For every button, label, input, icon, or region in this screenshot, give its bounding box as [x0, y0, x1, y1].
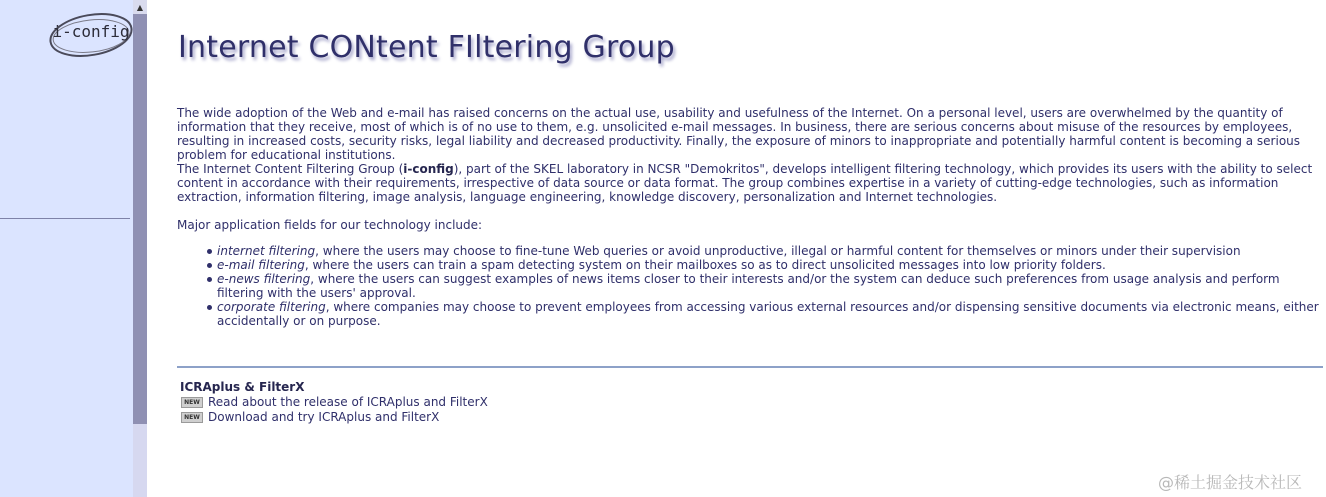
sidebar: [0, 0, 133, 497]
group-text-post: ), part of the SKEL laboratory in NCSR "Demokritos", develops intelligent filtering technology, which provides its users with the ability to select content in accordance with their requirements, irrespective of data source or data format. The group combines expertise in a variety of cutting-edge technologies, such as information extraction, information filtering, image analysis, language engineering, knowledge discovery, personalization and Internet technologies.: [177, 162, 1313, 204]
fields-intro: Major application fields for our technology include:: [177, 218, 483, 232]
list-item: [217, 244, 1323, 258]
group-name: i-config: [403, 162, 454, 176]
site-logo[interactable]: [46, 10, 136, 62]
page-title: Internet CONtent FIltering Group: [178, 30, 675, 65]
field-desc: , where companies may choose to prevent employees from accessing various external resources and/or dispensing sensitive documents via electronic means, either accidentally or on purpose.: [217, 300, 1319, 328]
intro-paragraph: The wide adoption of the Web and e-mail has raised concerns on the actual use, usability and usefulness of the Internet. On a personal level, users are overwhelmed by the quantity of information that they receive, most of which is of no use to them, e.g. unsolicited e-mail messages. In business, there are serious concerns about misuse of the resources by employees, resulting in increased costs, security risks, legal liability and decreased productivity. Finally, the exposure of minors to inappropriate and potentially harmful content is becoming a serious problem for educational institutions.: [177, 106, 1301, 162]
sidebar-scrollbar[interactable]: [133, 0, 147, 497]
group-paragraph: [177, 162, 1324, 204]
news-link-release[interactable]: [181, 395, 488, 409]
field-term: e-mail filtering: [217, 258, 305, 272]
field-term: corporate filtering: [217, 300, 326, 314]
scroll-up-icon[interactable]: ▲: [133, 0, 147, 14]
news-link-download[interactable]: [181, 410, 439, 424]
logo-text: i-config: [52, 22, 130, 41]
field-desc: , where the users can suggest examples of news items closer to their interests and/or the system can deduce such preferences from usage analysis and perform filtering with the users' approval.: [217, 272, 1280, 300]
news-heading: ICRAplus & FilterX: [180, 380, 305, 394]
field-desc: , where the users may choose to fine-tune Web queries or avoid unproductive, illegal or harmful content for themselves or minors under their supervision: [315, 244, 1241, 258]
news-link-label: Read about the release of ICRAplus and FilterX: [208, 395, 488, 409]
field-term: internet filtering: [217, 244, 316, 258]
list-item: [217, 272, 1323, 300]
nav-divider: [0, 218, 130, 219]
section-divider: [177, 366, 1323, 368]
scrollbar-thumb[interactable]: [133, 424, 147, 497]
watermark: @稀土掘金技术社区: [1158, 473, 1303, 492]
news-link-label: Download and try ICRAplus and FilterX: [208, 410, 440, 424]
application-fields-list: [217, 244, 1323, 328]
new-badge-icon: NEW: [181, 412, 203, 423]
group-text-pre: The Internet Content Filtering Group (: [177, 162, 404, 176]
field-term: e-news filtering: [217, 272, 311, 286]
field-desc: , where the users can train a spam detecting system on their mailboxes so as to direct unsolicited messages into low priority folders.: [304, 258, 1106, 272]
list-item: [217, 258, 1323, 272]
new-badge-icon: NEW: [181, 397, 203, 408]
list-item: [217, 300, 1323, 328]
